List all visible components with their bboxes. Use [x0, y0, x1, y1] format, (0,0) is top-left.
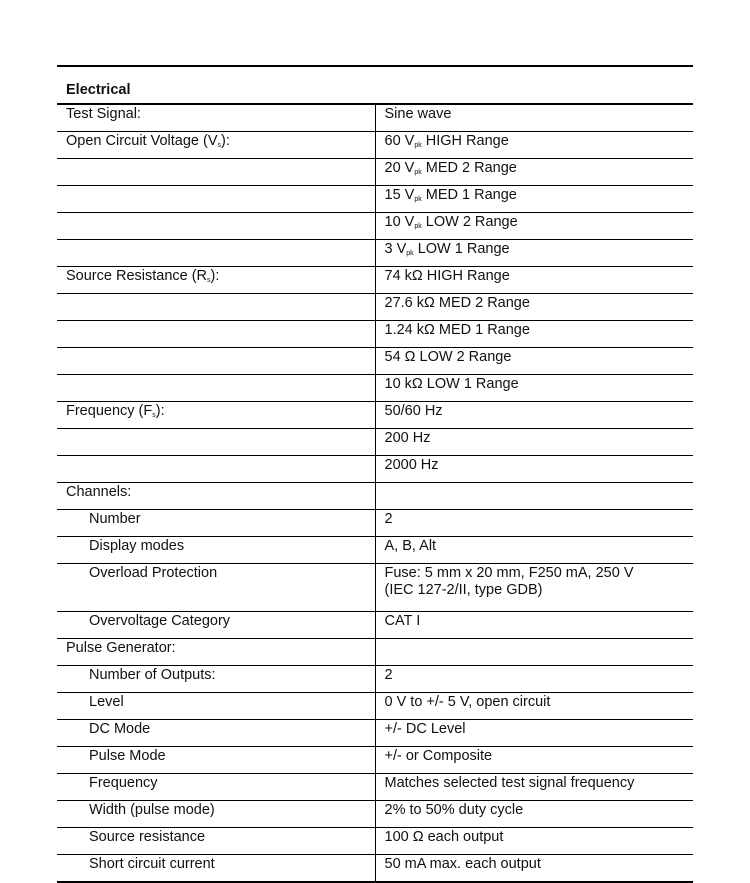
spec-label-subscript: s — [152, 412, 156, 419]
spec-value — [375, 456, 693, 483]
spec-row — [57, 294, 693, 321]
spec-value — [375, 747, 693, 774]
spec-row — [57, 402, 693, 429]
spec-label — [57, 132, 375, 159]
spec-row — [57, 483, 693, 510]
spec-label — [57, 186, 375, 213]
spec-value-text: 200 Hz — [384, 430, 431, 446]
spec-label-text: Frequency — [89, 775, 158, 791]
spec-row — [57, 612, 693, 639]
spec-label-text: Overload Protection — [89, 565, 218, 581]
spec-value — [375, 240, 693, 267]
spec-row — [57, 104, 693, 132]
spec-value-text: 60 V — [384, 133, 415, 149]
spec-value — [375, 774, 693, 801]
spec-row — [57, 747, 693, 774]
spec-value-text: 10 V — [384, 214, 415, 230]
spec-label — [57, 456, 375, 483]
spec-value-subscript: pk — [414, 196, 422, 203]
spec-value-subscript: pk — [414, 169, 422, 176]
spec-value-subscript: pk — [414, 223, 422, 230]
spec-label-text: Source Resistance (R — [66, 268, 208, 284]
spec-label — [57, 510, 375, 537]
spec-value-text: 3 V — [384, 241, 407, 257]
spec-row — [57, 720, 693, 747]
spec-label-text: Pulse Mode — [89, 748, 166, 764]
spec-label-text: Number of Outputs: — [89, 667, 216, 683]
spec-label — [57, 855, 375, 883]
spec-row — [57, 510, 693, 537]
spec-label — [57, 267, 375, 294]
spec-value-text: Sine wave — [384, 106, 452, 122]
spec-label — [57, 348, 375, 375]
spec-row — [57, 375, 693, 402]
spec-label — [57, 240, 375, 267]
spec-row — [57, 801, 693, 828]
spec-label — [57, 159, 375, 186]
spec-label — [57, 483, 375, 510]
spec-label-text: Pulse Generator: — [66, 640, 176, 656]
spec-value-suffix: LOW 1 Range — [413, 241, 510, 257]
spec-row — [57, 537, 693, 564]
spec-row — [57, 321, 693, 348]
spec-label — [57, 612, 375, 639]
spec-value-text: 1.24 kΩ MED 1 Range — [384, 322, 530, 338]
spec-row — [57, 456, 693, 483]
spec-row — [57, 429, 693, 456]
spec-value-suffix: MED 2 Range — [421, 160, 517, 176]
spec-value — [375, 828, 693, 855]
spec-label-text: Open Circuit Voltage (V — [66, 133, 218, 149]
spec-value-text: 10 kΩ LOW 1 Range — [384, 376, 519, 392]
spec-value-text: Fuse: 5 mm x 20 mm, F250 mA, 250 V — [384, 565, 634, 581]
spec-value — [375, 348, 693, 375]
spec-label-text: Overvoltage Category — [89, 613, 231, 629]
spec-label — [57, 402, 375, 429]
spec-value-text: 2% to 50% duty cycle — [384, 802, 524, 818]
spec-value — [375, 564, 693, 612]
spec-value-text: CAT I — [384, 613, 421, 629]
spec-value — [375, 483, 693, 510]
spec-value-text: 2 — [384, 667, 393, 683]
spec-value — [375, 213, 693, 240]
spec-row — [57, 639, 693, 666]
spec-label — [57, 429, 375, 456]
spec-value-text: 0 V to +/- 5 V, open circuit — [384, 694, 551, 710]
spec-row — [57, 213, 693, 240]
spec-value — [375, 402, 693, 429]
spec-value-suffix: MED 1 Range — [421, 187, 517, 203]
spec-row — [57, 159, 693, 186]
spec-value-text: Matches selected test signal frequency — [384, 775, 635, 791]
spec-value-suffix: LOW 2 Range — [421, 214, 518, 230]
spec-value — [375, 693, 693, 720]
spec-value — [375, 429, 693, 456]
spec-value — [375, 294, 693, 321]
spec-value-text: +/- or Composite — [384, 748, 493, 764]
spec-label-suffix: ): — [210, 268, 220, 284]
spec-label-text: Source resistance — [89, 829, 206, 845]
spec-value — [375, 159, 693, 186]
spec-row — [57, 564, 693, 612]
spec-value-text: 74 kΩ HIGH Range — [384, 268, 510, 284]
spec-value-text-line2: (IEC 127-2/II, type GDB) — [384, 582, 543, 598]
spec-label-subscript: s — [207, 277, 211, 284]
spec-value-suffix: HIGH Range — [421, 133, 509, 149]
spec-label-text: Number — [89, 511, 141, 527]
spec-label — [57, 639, 375, 666]
spec-label — [57, 747, 375, 774]
spec-label-suffix: ): — [155, 403, 165, 419]
spec-label — [57, 537, 375, 564]
spec-label — [57, 774, 375, 801]
spec-label-text: Width (pulse mode) — [89, 802, 215, 818]
spec-value — [375, 612, 693, 639]
spec-value-text: A, B, Alt — [384, 538, 437, 554]
spec-label — [57, 294, 375, 321]
spec-row — [57, 774, 693, 801]
spec-label — [57, 801, 375, 828]
spec-value-text: 50/60 Hz — [384, 403, 443, 419]
spec-value — [375, 186, 693, 213]
spec-value-text: 27.6 kΩ MED 2 Range — [384, 295, 530, 311]
spec-label-subscript: s — [217, 142, 222, 149]
spec-label — [57, 375, 375, 402]
spec-value — [375, 267, 693, 294]
spec-value — [375, 375, 693, 402]
spec-label — [57, 828, 375, 855]
spec-value-text: 2 — [384, 511, 393, 527]
spec-value — [375, 321, 693, 348]
spec-value-text: 54 Ω LOW 2 Range — [384, 349, 512, 365]
spec-value — [375, 104, 693, 132]
spec-value — [375, 801, 693, 828]
spec-value-text: 15 V — [384, 187, 415, 203]
spec-label — [57, 213, 375, 240]
spec-value — [375, 537, 693, 564]
spec-label-text: Frequency (F — [66, 403, 153, 419]
spec-label — [57, 564, 375, 612]
spec-value — [375, 510, 693, 537]
spec-value — [375, 132, 693, 159]
spec-row — [57, 132, 693, 159]
spec-value-text: 100 Ω each output — [384, 829, 504, 845]
spec-label-text: DC Mode — [89, 721, 151, 737]
spec-value — [375, 639, 693, 666]
spec-label — [57, 720, 375, 747]
spec-table — [57, 65, 693, 883]
spec-row — [57, 267, 693, 294]
spec-label — [57, 693, 375, 720]
spec-row — [57, 828, 693, 855]
spec-row — [57, 693, 693, 720]
spec-label-suffix: ): — [221, 133, 230, 149]
spec-label-text: Level — [89, 694, 124, 710]
spec-row — [57, 240, 693, 267]
spec-value-text: +/- DC Level — [384, 721, 466, 737]
spec-value — [375, 720, 693, 747]
spec-label — [57, 104, 375, 132]
spec-value — [375, 855, 693, 883]
spec-label-text: Channels: — [66, 484, 132, 500]
spec-row — [57, 666, 693, 693]
spec-value-text: 20 V — [384, 160, 415, 176]
spec-label — [57, 321, 375, 348]
section-header-row — [57, 66, 693, 104]
spec-value — [375, 666, 693, 693]
spec-label-text: Test Signal: — [66, 106, 141, 122]
spec-label-text: Short circuit current — [89, 856, 215, 872]
spec-row — [57, 855, 693, 883]
section-title: Electrical — [57, 66, 693, 104]
spec-label-text: Display modes — [89, 538, 185, 554]
spec-value-subscript: pk — [414, 142, 422, 149]
spec-value-text: 50 mA max. each output — [384, 856, 541, 872]
spec-label — [57, 666, 375, 693]
spec-row — [57, 348, 693, 375]
spec-value-text: 2000 Hz — [384, 457, 439, 473]
spec-row — [57, 186, 693, 213]
spec-value-subscript: pk — [406, 250, 414, 257]
